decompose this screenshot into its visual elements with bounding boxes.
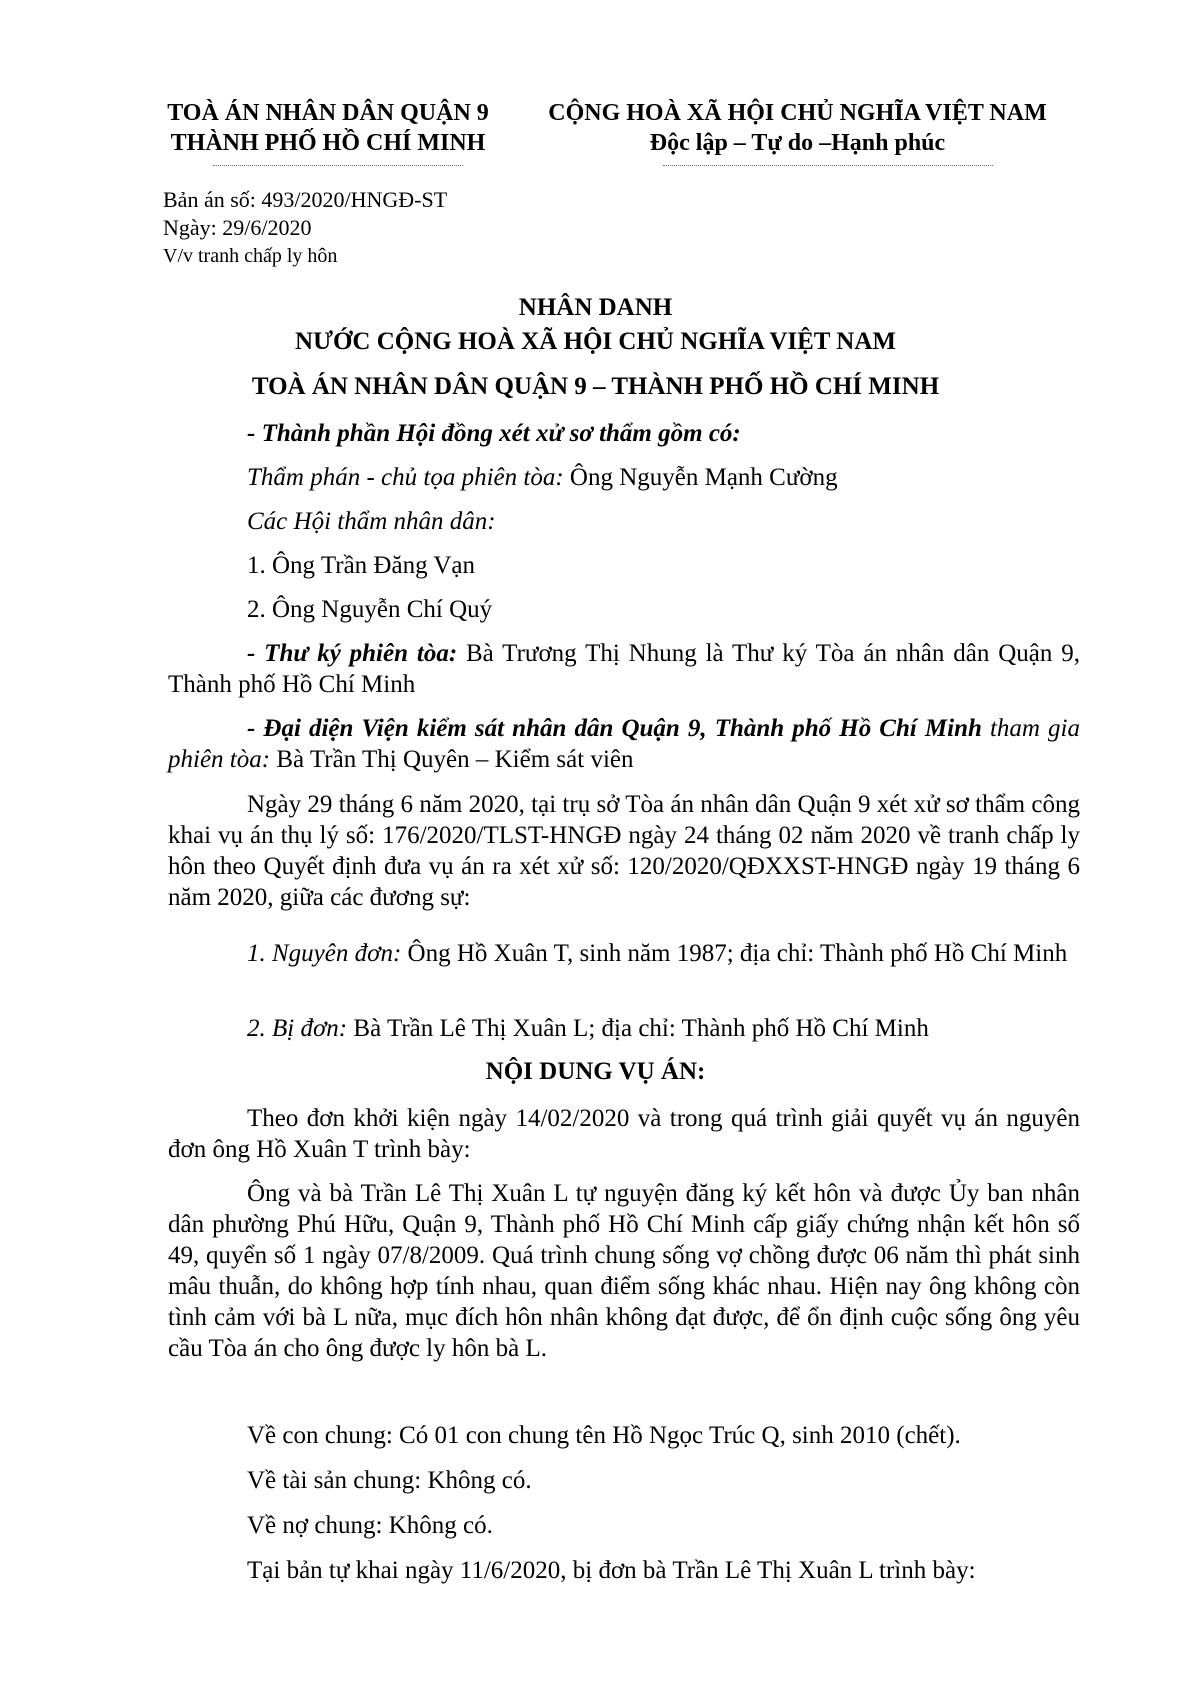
procuracy-text: Bà Trần Thị Quyên – Kiểm sát viên <box>270 746 634 773</box>
content-paragraph-6: Tại bản tự khai ngày 11/6/2020, bị đơn bà Trần Lê Thị Xuân L trình bày: <box>247 1557 976 1584</box>
clerk-label: - Thư ký phiên tòa: <box>247 640 458 667</box>
judge-line <box>168 462 1080 493</box>
national-header-rule <box>663 165 993 166</box>
assessor-1: 1. Ông Trần Đăng Vạn <box>247 552 476 579</box>
judge-name: Ông Nguyễn Mạnh Cường <box>563 464 838 491</box>
defendant-text: Bà Trần Lê Thị Xuân L; địa chỉ: Thành phố Hồ Chí Minh <box>347 1015 929 1042</box>
content-paragraph-5: Về nợ chung: Không có. <box>247 1512 493 1539</box>
clerk-paragraph <box>168 638 1080 700</box>
court-header <box>163 98 493 158</box>
content-paragraph-3: Về con chung: Có 01 con chung tên Hồ Ngọc Trúc Q, sinh 2010 (chết). <box>247 1422 961 1449</box>
court-name: TOÀ ÁN NHÂN DÂN QUẬN 9 <box>167 100 489 126</box>
plaintiff-text: Ông Hồ Xuân T, sinh năm 1987; địa chỉ: Thành phố Hồ Chí Minh <box>401 940 1068 967</box>
republic-name: CỘNG HOÀ XÃ HỘI CHỦ NGHĨA VIỆT NAM <box>548 100 1047 126</box>
content-paragraph-1: Theo đơn khởi kiện ngày 14/02/2020 và trong quá trình giải quyết vụ án nguyên đơn ông Hồ Xuân T trình bày: <box>168 1105 1080 1163</box>
court-city: THÀNH PHỐ HỒ CHÍ MINH <box>170 130 486 156</box>
content-paragraph-4: Về tài sản chung: Không có. <box>247 1467 532 1494</box>
clerk-text: Bà Trương Thị Nhung là Thư ký Tòa án nhân dân Quận 9, Thành phố Hồ Chí Minh <box>168 640 1080 698</box>
defendant-paragraph <box>168 1013 1080 1044</box>
national-header <box>525 98 1070 158</box>
procuracy-paragraph <box>168 713 1080 775</box>
judgment-number: Bản án số: 493/2020/HNGĐ-ST <box>163 187 448 212</box>
court-header-rule <box>213 165 463 166</box>
panel-heading: - Thành phần Hội đồng xét xử sơ thẩm gồm có: <box>247 420 741 447</box>
defendant-label: 2. Bị đơn: <box>247 1015 348 1042</box>
case-info <box>163 186 447 270</box>
assessors-label: Các Hội thẩm nhân dân: <box>247 508 496 535</box>
procuracy-label: - Đại diện Viện kiểm sát nhân dân Quận 9, Thành phố Hồ Chí Minh <box>247 715 982 742</box>
plaintiff-label: 1. Nguyên đơn: <box>247 940 402 967</box>
plaintiff-paragraph <box>168 938 1080 969</box>
case-subject: V/v tranh chấp ly hôn <box>163 245 338 267</box>
nation-title: NƯỚC CỘNG HOÀ XÃ HỘI CHỦ NGHĨA VIỆT NAM <box>295 328 896 355</box>
procuracy-label-2: tham gia phiên tòa: <box>168 715 1080 773</box>
content-paragraph-2: Ông và bà Trần Lê Thị Xuân L tự nguyện đăng ký kết hôn và được Ủy ban nhân dân phường Phú Hữu, Quận 9, Thành phố Hồ Chí Minh cấp giấy chứng nhận kết hôn số 49, quyển số 1 ngày 07/8/2009. Quá trình chung sống vợ chồng được 06 năm thì phát sinh mâu thuẫn, do không hợp tính nhau, quan điểm sống khác nhau. Hiện nay ông không còn tình cảm với bà L nữa, mục đích hôn nhân không đạt được, để ổn định cuộc sống ông yêu cầu Tòa án cho ông được ly hôn bà L. <box>168 1180 1080 1362</box>
assessor-2: 2. Ông Nguyễn Chí Quý <box>247 596 493 623</box>
court-full-title: TOÀ ÁN NHÂN DÂN QUẬN 9 – THÀNH PHỐ HỒ CHÍ MINH <box>251 373 940 400</box>
in-the-name-title: NHÂN DANH <box>518 294 673 321</box>
national-motto: Độc lập – Tự do –Hạnh phúc <box>649 130 946 156</box>
judgment-date: Ngày: 29/6/2020 <box>163 215 312 240</box>
content-heading: NỘI DUNG VỤ ÁN: <box>485 1058 706 1085</box>
hearing-paragraph: Ngày 29 tháng 6 năm 2020, tại trụ sở Tòa án nhân dân Quận 9 xét xử sơ thẩm công khai vụ án thụ lý số: 176/2020/TLST-HNGĐ ngày 24 tháng 02 năm 2020 về tranh chấp ly hôn theo Quyết định đưa vụ án ra xét xử số: 120/2020/QĐXXST-HNGĐ ngày 19 tháng 6 năm 2020, giữa các đương sự: <box>168 791 1080 911</box>
judge-label: Thẩm phán - chủ tọa phiên tòa: <box>247 464 564 491</box>
